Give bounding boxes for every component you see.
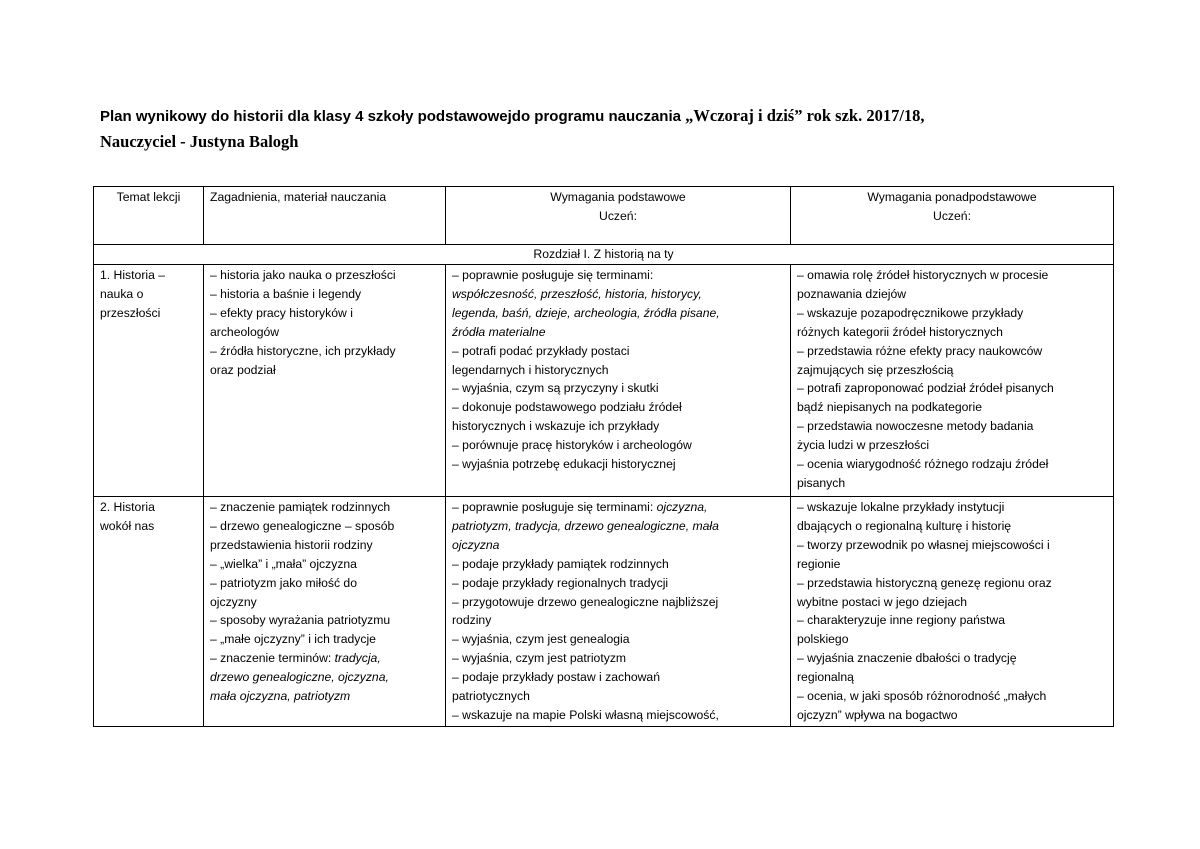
header-content: Zagadnienia, materiał nauczania	[204, 187, 446, 245]
topic-cell: 2. Historia wokół nas	[94, 497, 204, 727]
title-part-sans: Plan wynikowy do historii dla klasy 4 szkoły podstawowejdo programu nauczania	[100, 108, 686, 125]
header-basic: Wymagania podstawowe Uczeń:	[446, 187, 791, 245]
section-title: Rozdział I. Z historią na ty	[94, 245, 1114, 265]
header-topic: Temat lekcji	[94, 187, 204, 245]
title-teacher: Nauczyciel - Justyna Balogh	[100, 132, 299, 151]
advanced-requirements-cell: – omawia rolę źródeł historycznych w procesie poznawania dziejów – wskazuje pozapodręcznikowe przykłady różnych kategorii źródeł historycznych – przedstawia różne efekty pracy naukowców zajmujących się przeszłością – potrafi zaproponować podział źródeł pisanych bądź niepisanych na podkategorie – przedstawia nowoczesne metody badania życia ludzi w przeszłości – ocenia wiarygodność różnego rodzaju źródeł pisanych	[791, 265, 1114, 497]
content-cell: – historia jako nauka o przeszłości – historia a baśnie i legendy – efekty pracy historyków i archeologów – źródła historyczne, ich przykłady oraz podział	[204, 265, 446, 497]
content-cell: – znaczenie pamiątek rodzinnych – drzewo genealogiczne – sposób przedstawienia historii rodziny – „wielka” i „mała” ojczyzna – patriotyzm jako miłość do ojczyzny – sposoby wyrażania patriotyzmu – „małe ojczyzny” i ich tradycje – znaczenie terminów: tradycja, drzewo genealogiczne, ojczyzna, mała ojczyzna, patriotyzm	[204, 497, 446, 727]
section-row	[94, 245, 1114, 265]
advanced-requirements-cell: – wskazuje lokalne przykłady instytucji dbających o regionalną kulturę i historię – tworzy przewodnik po własnej miejscowości i regionie – przedstawia historyczną genezę regionu oraz wybitne postaci w jego dziejach – charakteryzuje inne regiony państwa polskiego – wyjaśnia znaczenie dbałości o tradycję regionalną – ocenia, w jaki sposób różnorodność „małych ojczyzn” wpływa na bogactwo	[791, 497, 1114, 727]
basic-requirements-cell: – poprawnie posługuje się terminami: współczesność, przeszłość, historia, historycy, legenda, baśń, dzieje, archeologia, źródła pisane, źródła materialne – potrafi podać przykłady postaci legendarnych i historycznych – wyjaśnia, czym są przyczyny i skutki – dokonuje podstawowego podziału źródeł historycznych i wskazuje ich przykłady – porównuje pracę historyków i archeologów – wyjaśnia potrzebę edukacji historycznej	[446, 265, 791, 497]
plan-table	[93, 186, 1114, 727]
header-advanced: Wymagania ponadpodstawowe Uczeń:	[791, 187, 1114, 245]
table-row	[94, 497, 1114, 727]
table-header-row	[94, 187, 1114, 245]
title-part-serif: „Wczoraj i dziś” rok szk. 2017/18,	[685, 106, 925, 125]
terms-line: – poprawnie posługuje się terminami: ojczyzna,	[452, 500, 708, 514]
table-row	[94, 265, 1114, 497]
terms-line: – znaczenie terminów: tradycja,	[210, 651, 381, 666]
topic-cell: 1. Historia – nauka o przeszłości	[94, 265, 204, 497]
basic-requirements-cell: – poprawnie posługuje się terminami: ojczyzna, patriotyzm, tradycja, drzewo genealogiczne, mała ojczyzna – podaje przykłady pamiątek rodzinnych – podaje przykłady regionalnych tradycji – przygotowuje drzewo genealogiczne najbliższej rodziny – wyjaśnia, czym jest genealogia – wyjaśnia, czym jest patriotyzm – podaje przykłady postaw i zachowań patriotycznych – wskazuje na mapie Polski własną miejscowość,	[446, 497, 791, 727]
page-title	[100, 103, 1120, 154]
